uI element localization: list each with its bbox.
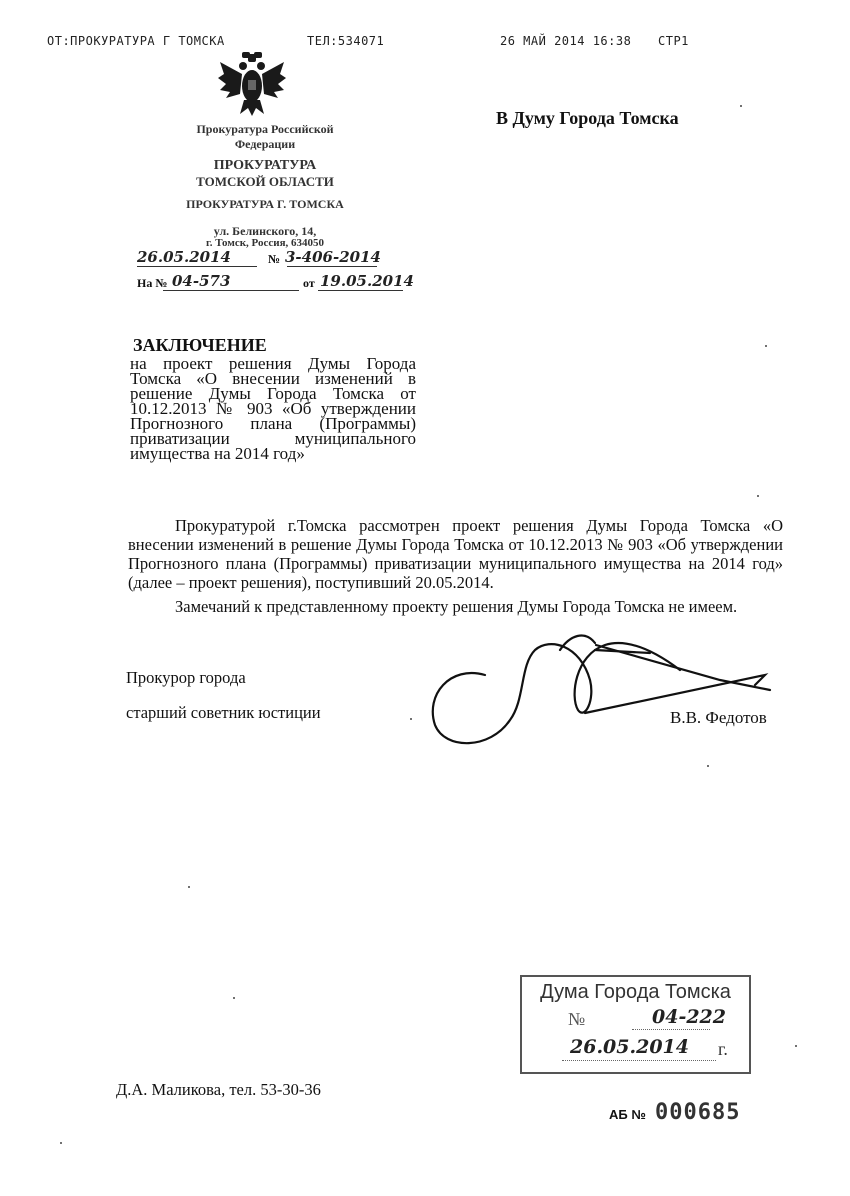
scan-speck bbox=[740, 105, 742, 107]
scan-speck bbox=[707, 765, 709, 767]
stamp-ref-underline bbox=[163, 290, 299, 291]
ref-number: 04-573 bbox=[172, 272, 231, 290]
recipient: В Думу Города Томска bbox=[496, 108, 679, 128]
scan-speck bbox=[757, 495, 759, 497]
scan-speck bbox=[765, 345, 767, 347]
signature-image bbox=[420, 625, 790, 755]
body-paragraph-2: Замечаний к представленному проекту решения Думы Города Томска не имеем. bbox=[175, 597, 738, 616]
incoming-stamp-title: Дума Города Томска bbox=[540, 981, 731, 1003]
incoming-date: 26.05.2014 bbox=[570, 1036, 689, 1058]
serial-prefix: АБ № bbox=[609, 1107, 646, 1122]
stamp-line-4: ТОМСКОЙ ОБЛАСТИ bbox=[196, 174, 334, 189]
incoming-date-underline bbox=[562, 1060, 716, 1061]
document-title: ЗАКЛЮЧЕНИЕ bbox=[133, 335, 267, 355]
scan-speck bbox=[795, 1045, 797, 1047]
fax-datetime: 26 МАЙ 2014 16:38 bbox=[500, 34, 632, 48]
stamp-number-underline bbox=[287, 266, 377, 267]
stamp-line-5: ПРОКУРАТУРА Г. ТОМСКА bbox=[186, 197, 344, 211]
signatory-position: Прокурор города bbox=[126, 668, 246, 687]
signatory-rank: старший советник юстиции bbox=[126, 703, 321, 722]
stamp-date-underline bbox=[137, 266, 257, 267]
body-paragraph-1: Прокуратурой г.Томска рассмотрен проект решения Думы Города Томска «О внесении изменений в решение Думы Города Томска от 10.12.2013 № 903 «Об утверждении Прогнозного плана (Программы) приватизации муниципального имущества на 2014 год» (далее – проект решения), поступивший 20.05.2014. bbox=[128, 516, 783, 592]
outgoing-number-label: № bbox=[268, 252, 281, 266]
signatory-name: В.В. Федотов bbox=[670, 708, 767, 727]
scan-speck bbox=[60, 1142, 62, 1144]
fax-sender: ОТ:ПРОКУРАТУРА Г ТОМСКА bbox=[47, 34, 225, 48]
executor: Д.А. Маликова, тел. 53-30-36 bbox=[116, 1080, 321, 1099]
outgoing-number: 3-406-2014 bbox=[285, 248, 381, 266]
incoming-year-suffix: г. bbox=[718, 1039, 728, 1059]
ref-date: 19.05.2014 bbox=[320, 272, 414, 290]
coat-of-arms-icon bbox=[218, 52, 286, 118]
fax-page: СТР1 bbox=[658, 34, 689, 48]
stamp-line-6: ул. Белинского, 14, bbox=[213, 224, 317, 238]
fax-phone: ТЕЛ:534071 bbox=[307, 34, 385, 48]
incoming-stamp bbox=[520, 975, 751, 1074]
incoming-number-label: № bbox=[568, 1009, 586, 1029]
stamp-line-2: Федерации bbox=[234, 137, 296, 151]
scan-speck bbox=[233, 997, 235, 999]
ref-date-label: от bbox=[303, 276, 315, 290]
scan-speck bbox=[410, 718, 412, 720]
stamp-line-3: ПРОКУРАТУРА bbox=[213, 158, 317, 173]
stamp-line-1: Прокуратура Российской bbox=[196, 122, 334, 136]
scan-speck bbox=[188, 886, 190, 888]
incoming-number: 04-222 bbox=[652, 1006, 726, 1028]
incoming-number-underline bbox=[632, 1029, 710, 1030]
serial-number: 000685 bbox=[655, 1100, 741, 1125]
outgoing-date: 26.05.2014 bbox=[137, 248, 231, 266]
ref-number-label: На № bbox=[137, 276, 168, 290]
document-subject: на проект решения Думы Города Томска «О внесении изменений в решение Думы Города Томска от 10.12.2013 № 903 «Об утверждении Прогнозного плана (Программы) приватизации муниципального имущества на 2014 год» bbox=[130, 354, 416, 463]
stamp-line-7: г. Томск, Россия, 634050 bbox=[205, 237, 325, 249]
stamp-refdate-underline bbox=[318, 290, 403, 291]
